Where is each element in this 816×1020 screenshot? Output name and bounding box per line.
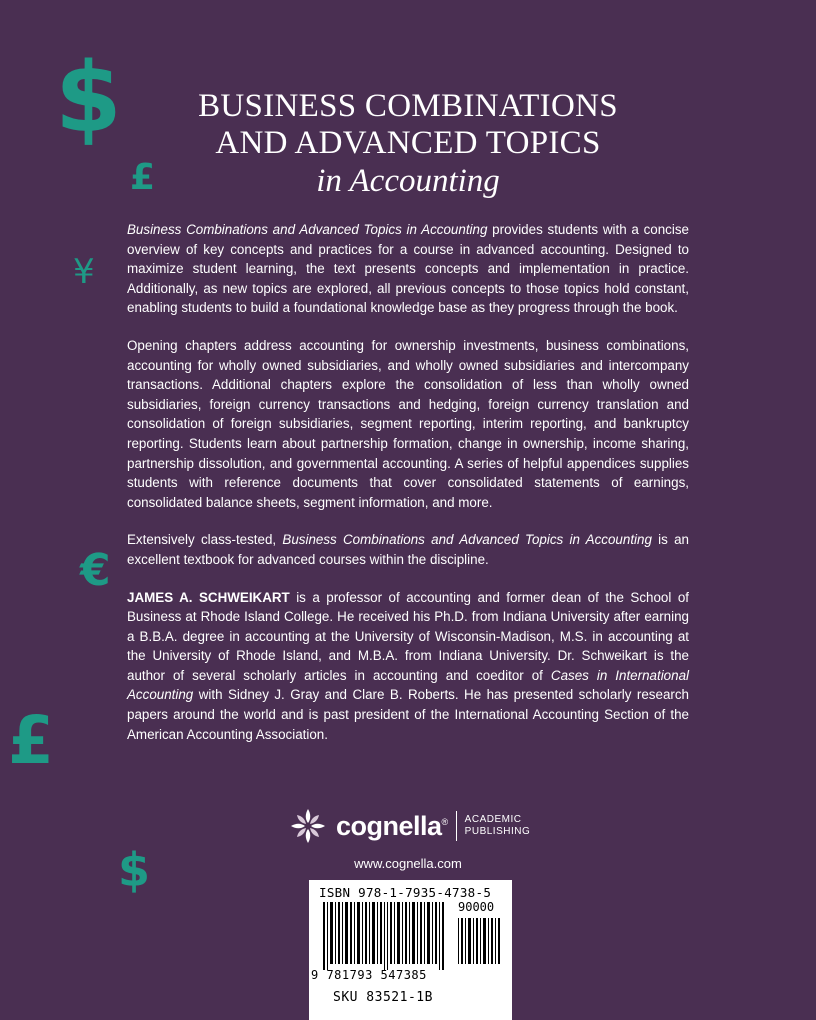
publisher-subtitle: ACADEMIC PUBLISHING [464, 814, 531, 837]
barcode-label [309, 880, 512, 1020]
description [127, 220, 689, 744]
book-title-ref: Business Combinations and Advanced Topics in Accounting [282, 532, 652, 548]
paragraph-text: with Sidney J. Gray and Clare B. Roberts. He has presented scholarly research papers around the world and is past president of the International Accounting Section of the American Accounting Association. [127, 687, 689, 742]
logo-divider [456, 811, 457, 841]
euro-icon: € [80, 545, 111, 596]
book-title-ref: Business Combinations and Advanced Topics in Accounting [127, 222, 488, 237]
publisher-name: cognella® [336, 810, 448, 841]
author-name: JAMES A. SCHWEIKART [127, 589, 290, 605]
paragraph-class-tested [127, 530, 689, 569]
paragraph-text: is a professor of accounting and former dean of the School of Business at Rhode Island College. He received his Ph.D. from Indiana University after earning a B.B.A. degree in accounting at the University of Wisconsin-Madison, M.S. in accounting at the University of Rhode Island, and M.B.A. from Indiana University. Dr. Schweikart is the author of several scholarly articles in accounting and coeditor of [127, 589, 689, 683]
barcode-number: 9 781793 547385 [311, 968, 427, 982]
yen-icon: ¥ [73, 252, 95, 292]
dollar-icon: $ [55, 42, 122, 154]
title-line-3: in Accounting [316, 163, 500, 199]
title-line-2: AND ADVANCED TOPICS [215, 125, 601, 161]
price-code: 90000 [458, 900, 495, 914]
author-bio [127, 588, 689, 745]
publisher-logo [288, 806, 530, 846]
book-ref: Cases in International Accounting [127, 667, 689, 703]
title-line-1: BUSINESS COMBINATIONS [198, 88, 618, 124]
book-title [0, 88, 816, 200]
dollar-icon: $ [118, 843, 151, 897]
pound-icon: £ [8, 702, 54, 779]
paragraph-text: Extensively class-tested, [127, 532, 283, 548]
pound-icon: £ [130, 157, 156, 198]
paragraph-text: provides students with a concise overview of key concepts and practices for a course in advanced accounting. Designed to maximize student learning, the text presents concepts and implementation in practice. Additionally, as new topics are explored, all previous concepts to those topics hold constant, enabling students to build a foundational knowledge base as they progress through the book. [127, 222, 689, 316]
paragraph-text: Opening chapters address accounting for ownership investments, business combinations, accounting for wholly owned subsidiaries, and wholly owned subsidiaries and intercompany transactions. Additional chapters explore the consolidation of less than wholly owned subsidiaries, foreign currency transactions and hedging, foreign currency translation and consolidation of foreign subsidiaries, segment reporting, interim reporting, and bankruptcy reporting. Students learn about partnership formation, change in ownership, income sharing, partnership dissolution, and governmental accounting. A series of helpful appendices supplies students with reference documents that cover consolidated statements of earnings, consolidated balance sheets, segment information, and more. [127, 337, 689, 510]
paragraph-chapters [127, 336, 689, 512]
cognella-logo-icon [288, 806, 328, 846]
paragraph-text: is an excellent textbook for advanced courses within the discipline. [127, 532, 689, 567]
publisher-url: www.cognella.com [354, 856, 462, 871]
sku-text: SKU 83521-1B [333, 990, 433, 1005]
paragraph-overview [127, 220, 689, 318]
isbn-text: ISBN 978-1-7935-4738-5 [319, 885, 492, 900]
